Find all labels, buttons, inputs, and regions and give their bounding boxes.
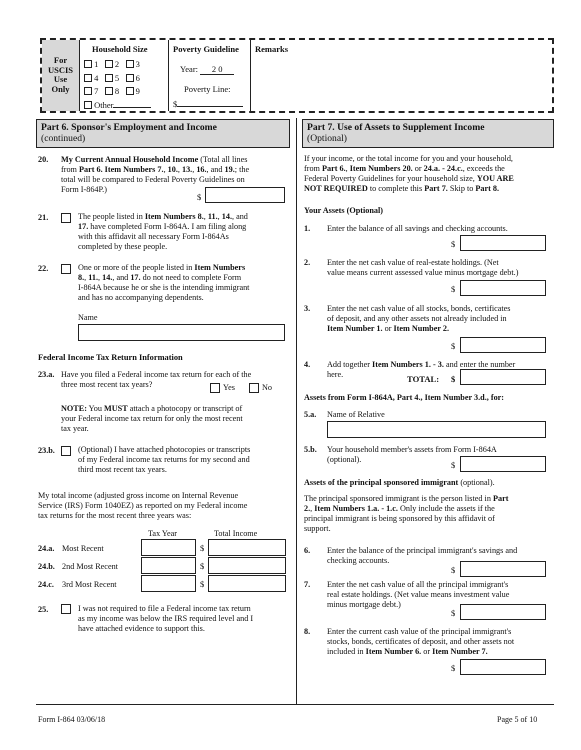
household-size-7-checkbox[interactable] <box>84 87 92 95</box>
uscis-side-label: For USCIS Use Only <box>42 40 80 111</box>
household-size-5-checkbox[interactable] <box>105 74 113 82</box>
savings-checking-field[interactable] <box>460 235 546 251</box>
item-5a-label: Name of Relative <box>327 410 385 419</box>
item-8-number: 8. <box>304 627 311 636</box>
item-24c-number: 24.c. <box>38 580 54 589</box>
poverty-year-field[interactable]: 2 0 <box>200 64 234 75</box>
poverty-guideline-header: Poverty Guideline <box>173 44 239 54</box>
item-23a-text: Have you filed a Federal income tax return for each of the three most recent tax years? <box>61 370 252 389</box>
item-23a-yes-label: Yes <box>223 383 235 392</box>
poverty-year-row: Year: 2 0 <box>180 64 234 75</box>
item-24a-total-income-field[interactable] <box>208 539 286 556</box>
tax-return-note: NOTE: You MUST attach a photocopy or transcript of your Federal income tax return for only the most recent tax year. <box>61 404 243 433</box>
fed-tax-heading: Federal Income Tax Return Information <box>38 353 183 362</box>
item-25-number: 25. <box>38 605 49 614</box>
item-23a-number: 23.a. <box>38 370 55 379</box>
item-24b-total-income-field[interactable] <box>208 557 286 574</box>
item-24b-tax-year-field[interactable] <box>141 557 196 574</box>
principal-real-estate-field[interactable] <box>460 604 546 620</box>
household-size-2-checkbox[interactable] <box>105 60 113 68</box>
item-24b-number: 24.b. <box>38 562 55 571</box>
item-6-text: Enter the balance of the principal immigrant's savings and checking accounts. <box>327 546 518 565</box>
part6-header: Part 6. Sponsor's Employment and Income (continued) <box>36 119 290 148</box>
principal-stocks-field[interactable] <box>460 659 546 675</box>
your-assets-heading: Your Assets (Optional) <box>304 206 384 215</box>
household-income-field[interactable] <box>205 187 285 203</box>
item-24c-label: 3rd Most Recent <box>62 580 117 589</box>
item-21-number: 21. <box>38 213 49 222</box>
item-22-text: One or more of the people listed in Item Numbers 8., 11., 14., and 17. do not need to complete Form I-864A because he or she is the intending immigrant and has no accompanying dependents. <box>78 263 250 302</box>
household-size-4-checkbox[interactable] <box>84 74 92 82</box>
household-size-3-checkbox[interactable] <box>126 60 134 68</box>
poverty-line-label: Poverty Line: <box>184 84 231 94</box>
item-22-checkbox[interactable] <box>61 264 71 274</box>
total-label: TOTAL: <box>407 374 440 384</box>
item-1-number: 1. <box>304 224 311 233</box>
household-size-8-checkbox[interactable] <box>105 87 113 95</box>
household-size-6-checkbox[interactable] <box>126 74 134 82</box>
item-2-number: 2. <box>304 258 311 267</box>
item-4-number: 4. <box>304 360 311 369</box>
item-6-number: 6. <box>304 546 311 555</box>
item-24b-label: 2nd Most Recent <box>62 562 118 571</box>
remarks-header: Remarks <box>255 44 289 54</box>
item-24a-number: 24.a. <box>38 544 55 553</box>
poverty-line-field[interactable] <box>177 98 243 107</box>
item-25-checkbox[interactable] <box>61 604 71 614</box>
relative-name-field[interactable] <box>327 421 546 438</box>
item-3-number: 3. <box>304 304 311 313</box>
item-23b-checkbox[interactable] <box>61 446 71 456</box>
assets-864a-heading: Assets from Form I-864A, Part 4., Item Number 3.d., for: <box>304 393 505 402</box>
item-5b-text: Your household member's assets from Form I-864A (optional). <box>327 445 497 464</box>
uscis-use-only-box <box>40 38 554 113</box>
poverty-line-row: $ <box>173 98 243 109</box>
item-8-text: Enter the current cash value of the principal immigrant's stocks, bonds, certificates of deposit, and other assets not included in Item Number 6. or Item Number 7. <box>327 627 515 656</box>
real-estate-field[interactable] <box>460 280 546 296</box>
household-size-9-checkbox[interactable] <box>126 87 134 95</box>
item-20-text: My Current Annual Household Income (Total all lines from Part 6. Item Numbers 7., 10., 13., 16., and 19.; the total will be compared to Federal Poverty Guidelines on Form I-864P.) <box>61 155 250 194</box>
item-24c-total-income-field[interactable] <box>208 575 286 592</box>
footer-form-id: Form I-864 03/06/18 <box>38 715 106 724</box>
total-income-header: Total Income <box>214 529 258 538</box>
item-22-name-label: Name <box>78 313 98 322</box>
item-21-text: The people listed in Item Numbers 8., 11., 14., and 17. have completed Form I-864A. I am filing along with this affidavit all necessary Form I-864As completed by these people. <box>78 212 248 251</box>
item-23a-no-checkbox[interactable] <box>249 383 259 393</box>
item-1-text: Enter the balance of all savings and checking accounts. <box>327 224 508 233</box>
item-5b-number: 5.b. <box>304 445 317 454</box>
stocks-bonds-field[interactable] <box>460 337 546 353</box>
item-23a-no-label: No <box>262 383 273 392</box>
footer-page-number: Page 5 of 10 <box>497 715 538 724</box>
item-21-checkbox[interactable] <box>61 213 71 223</box>
principal-heading: Assets of the principal sponsored immigrant (optional). <box>304 478 495 487</box>
item-23a-yes-checkbox[interactable] <box>210 383 220 393</box>
item-3-text: Enter the net cash value of all stocks, bonds, certificates of deposit, and any other assets not already included in Item Number 1. or Item Number 2. <box>327 304 511 333</box>
household-size-options: 1 2 3 4 5 6 7 8 9 Other <box>84 58 151 112</box>
tax-year-header: Tax Year <box>148 529 177 538</box>
household-size-other-checkbox[interactable] <box>84 101 92 109</box>
item-24a-label: Most Recent <box>62 544 104 553</box>
principal-savings-field[interactable] <box>460 561 546 577</box>
item-23b-text: (Optional) I have attached photocopies or transcripts of my Federal income tax returns for my second and third most recent tax years. <box>78 445 251 474</box>
part7-header: Part 7. Use of Assets to Supplement Income (Optional) <box>302 119 554 148</box>
item-24a-tax-year-field[interactable] <box>141 539 196 556</box>
total-income-text: My total income (adjusted gross income on Internal Revenue Service (IRS) Form 1040EZ) as reported on my Federal income tax returns for the most recent three years was: <box>38 491 248 520</box>
item-20-number: 20. <box>38 155 49 164</box>
item-22-number: 22. <box>38 264 49 273</box>
total-assets-field[interactable] <box>460 369 546 385</box>
part7-intro: If your income, or the total income for you and your household, from Part 6., Item Numbers 20. or 24.a. - 24.c., exceeds the Federal Poverty Guidelines for your household size, YOU ARE NOT REQUIRED to complete this Part 7. Skip to Part 8. <box>304 154 514 193</box>
household-size-1-checkbox[interactable] <box>84 60 92 68</box>
household-size-header: Household Size <box>92 44 148 54</box>
item-25-text: I was not required to file a Federal income tax return as my income was below the IRS required level and I have attached evidence to support this. <box>78 604 254 633</box>
item-2-text: Enter the net cash value of real-estate holdings. (Net value means current assessed value minus mortgage debt.) <box>327 258 519 277</box>
item-7-number: 7. <box>304 580 311 589</box>
item-23b-number: 23.b. <box>38 446 55 455</box>
item-22-name-field[interactable] <box>78 324 285 341</box>
household-member-assets-field[interactable] <box>460 456 546 472</box>
item-7-text: Enter the net cash value of all the principal immigrant's real estate holdings. (Net value means investment value minus mortgage debt.) <box>327 580 510 609</box>
item-4-text: Add together Item Numbers 1. - 3. and enter the number here. <box>327 360 516 379</box>
principal-text: The principal sponsored immigrant is the person listed in Part 2., Item Numbers 1.a. - 1.c. Only include the assets if the principal immigrant is being sponsored by this affidavit of support. <box>304 494 509 533</box>
item-24c-tax-year-field[interactable] <box>141 575 196 592</box>
item-5a-number: 5.a. <box>304 410 317 419</box>
